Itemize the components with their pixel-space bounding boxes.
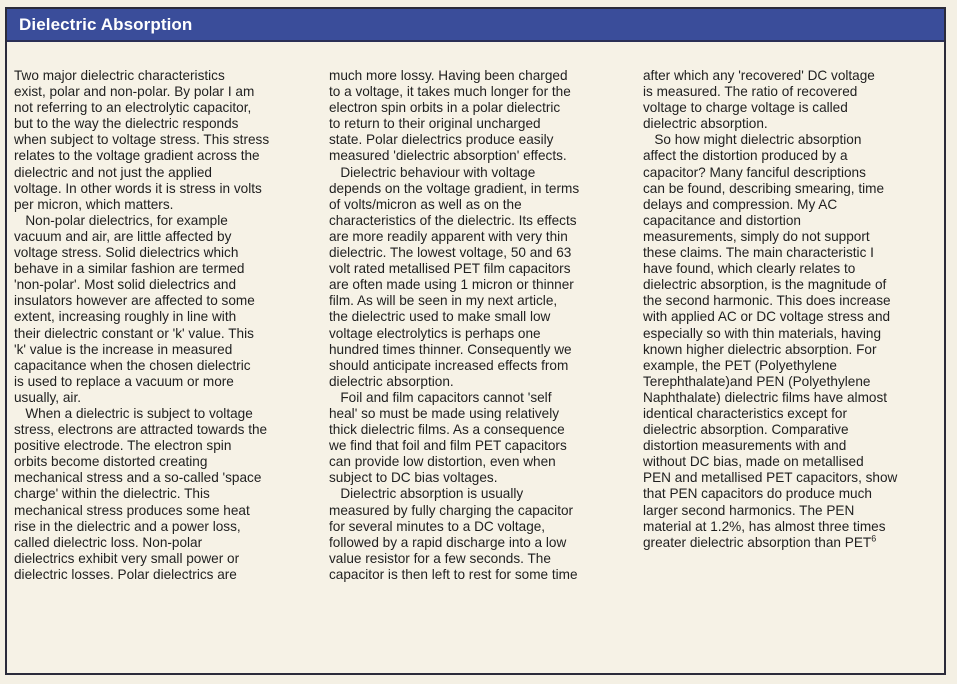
text-line: dielectric absorption, is the magnitude of: [643, 277, 887, 293]
text-line: charge' within the dielectric. This: [14, 486, 210, 502]
text-line: relates to the voltage gradient across the: [14, 148, 260, 164]
text-line: should anticipate increased effects from: [329, 357, 569, 373]
text-line: measured 'dielectric absorption' effects.: [329, 148, 567, 164]
text-line: are often made using 1 micron or thinner: [329, 277, 574, 293]
text-line: dielectric absorption.: [643, 116, 768, 132]
text-line: insulators however are affected to some: [14, 293, 255, 309]
text-line: depends on the voltage gradient, in terms: [329, 180, 580, 196]
text-column-3: [643, 68, 943, 551]
text-line: distortion measurements with and: [643, 438, 847, 454]
text-line: subject to DC bias voltages.: [329, 470, 498, 486]
text-line: not referring to an electrolytic capacitor,: [14, 100, 252, 116]
text-line: per micron, which matters.: [14, 196, 174, 212]
text-line: especially so with thin materials, having: [643, 325, 882, 341]
text-column-2: [329, 68, 629, 583]
text-line: voltage. In other words it is stress in volts: [14, 180, 262, 196]
text-line: larger second harmonics. The PEN: [643, 502, 855, 518]
text-line: capacitor is then left to rest for some time: [329, 566, 578, 582]
text-line: greater dielectric absorption than PET$^6$: [643, 533, 877, 550]
text-line: when subject to voltage stress. This stress: [14, 132, 270, 148]
text-line: dielectric absorption. Comparative: [643, 422, 849, 438]
text-line: affect the distortion produced by a: [643, 148, 848, 164]
text-line: Non-polar dielectrics, for example: [14, 212, 228, 228]
text-line: voltage electrolytics is perhaps one: [329, 325, 541, 341]
text-line: capacitance when the chosen dielectric: [14, 357, 251, 373]
text-line: we find that foil and film PET capacitors: [329, 438, 567, 454]
text-line: orbits become distorted creating: [14, 454, 208, 470]
text-line: to a voltage, it takes much longer for the: [329, 84, 571, 100]
text-column-1: [14, 68, 314, 583]
footnote-reference: 6: [871, 533, 877, 544]
text-line: PEN and metallised PET capacitors, show: [643, 470, 898, 486]
text-line: volt rated metallised PET film capacitors: [329, 261, 571, 277]
text-line: vacuum and air, are little affected by: [14, 228, 232, 244]
text-line: for several minutes to a DC voltage,: [329, 518, 546, 534]
text-line: delays and compression. My AC: [643, 196, 838, 212]
text-line: positive electrode. The electron spin: [14, 438, 232, 454]
text-line: behave in a similar fashion are termed: [14, 261, 245, 277]
text-line: 'non-polar'. Most solid dielectrics and: [14, 277, 237, 293]
text-line: can provide low distortion, even when: [329, 454, 556, 470]
text-line: after which any 'recovered' DC voltage: [643, 68, 875, 83]
text-line: Foil and film capacitors cannot 'self: [329, 389, 552, 405]
text-line: film. As will be seen in my next article,: [329, 293, 558, 309]
text-line: Naphthalate) dielectric films have almost: [643, 389, 888, 405]
text-line: heal' so must be made using relatively: [329, 405, 560, 421]
text-line: 'k' value is the increase in measured: [14, 341, 233, 357]
text-line: example, the PET (Polyethylene: [643, 357, 837, 373]
text-line: voltage to charge voltage is called: [643, 100, 848, 116]
text-line: can be found, describing smearing, time: [643, 180, 885, 196]
text-line: known higher dielectric absorption. For: [643, 341, 877, 357]
text-line: with applied AC or DC voltage stress and: [643, 309, 891, 325]
text-line: When a dielectric is subject to voltage: [14, 405, 253, 421]
text-line: So how might dielectric absorption: [643, 132, 862, 148]
text-line: mechanical stress and a so-called 'space: [14, 470, 262, 486]
text-line: hundred times thinner. Consequently we: [329, 341, 572, 357]
text-line: voltage stress. Solid dielectrics which: [14, 245, 239, 261]
text-line: rise in the dielectric and a power loss,: [14, 518, 241, 534]
text-line: dielectric losses. Polar dielectrics are: [14, 566, 237, 582]
text-line: without DC bias, made on metallised: [643, 454, 864, 470]
text-line: their dielectric constant or 'k' value. This: [14, 325, 254, 341]
text-line: is measured. The ratio of recovered: [643, 84, 858, 100]
text-line: extent, increasing roughly in line with: [14, 309, 237, 325]
text-line: Dielectric absorption is usually: [329, 486, 524, 502]
text-line: measured by fully charging the capacitor: [329, 502, 574, 518]
text-line: dielectric. The lowest voltage, 50 and 63: [329, 245, 572, 261]
text-line: mechanical stress produces some heat: [14, 502, 250, 518]
text-line: thick dielectric films. As a consequence: [329, 422, 565, 438]
text-line: exist, polar and non-polar. By polar I am: [14, 84, 255, 100]
text-line: these claims. The main characteristic I: [643, 245, 874, 261]
text-line: much more lossy. Having been charged: [329, 68, 568, 83]
text-line: value resistor for a few seconds. The: [329, 550, 551, 566]
text-line: is used to replace a vacuum or more: [14, 373, 234, 389]
text-line: capacitor? Many fanciful descriptions: [643, 164, 866, 180]
text-line: electron spin orbits in a polar dielectric: [329, 100, 561, 116]
text-line: of volts/micron as well as on the: [329, 196, 522, 212]
text-line: characteristics of the dielectric. Its effects: [329, 212, 577, 228]
text-line: usually, air.: [14, 389, 81, 405]
text-line: dielectrics exhibit very small power or: [14, 550, 240, 566]
text-line: the second harmonic. This does increase: [643, 293, 891, 309]
text-line: capacitance and distortion: [643, 212, 801, 228]
text-line: that PEN capacitors do produce much: [643, 486, 872, 502]
text-line: have found, which clearly relates to: [643, 261, 856, 277]
text-line: state. Polar dielectrics produce easily: [329, 132, 554, 148]
box-title: Dielectric Absorption: [19, 15, 193, 34]
box-title-bar: [7, 9, 944, 42]
text-line: called dielectric loss. Non-polar: [14, 534, 203, 550]
text-line: measurements, simply do not support: [643, 228, 870, 244]
text-line: Dielectric behaviour with voltage: [329, 164, 536, 180]
text-line: followed by a rapid discharge into a low: [329, 534, 567, 550]
text-line: Two major dielectric characteristics: [14, 68, 225, 83]
text-line: Terephthalate)and PEN (Polyethylene: [643, 373, 871, 389]
text-line: identical characteristics except for: [643, 405, 847, 421]
text-line: dielectric and not just the applied: [14, 164, 212, 180]
text-line: dielectric absorption.: [329, 373, 454, 389]
text-line: the dielectric used to make small low: [329, 309, 551, 325]
text-line: but to the way the dielectric responds: [14, 116, 239, 132]
text-line: to return to their original uncharged: [329, 116, 541, 132]
text-line: material at 1.2%, has almost three times: [643, 518, 886, 534]
text-line: are more readily apparent with very thin: [329, 228, 568, 244]
text-line: stress, electrons are attracted towards the: [14, 422, 268, 438]
